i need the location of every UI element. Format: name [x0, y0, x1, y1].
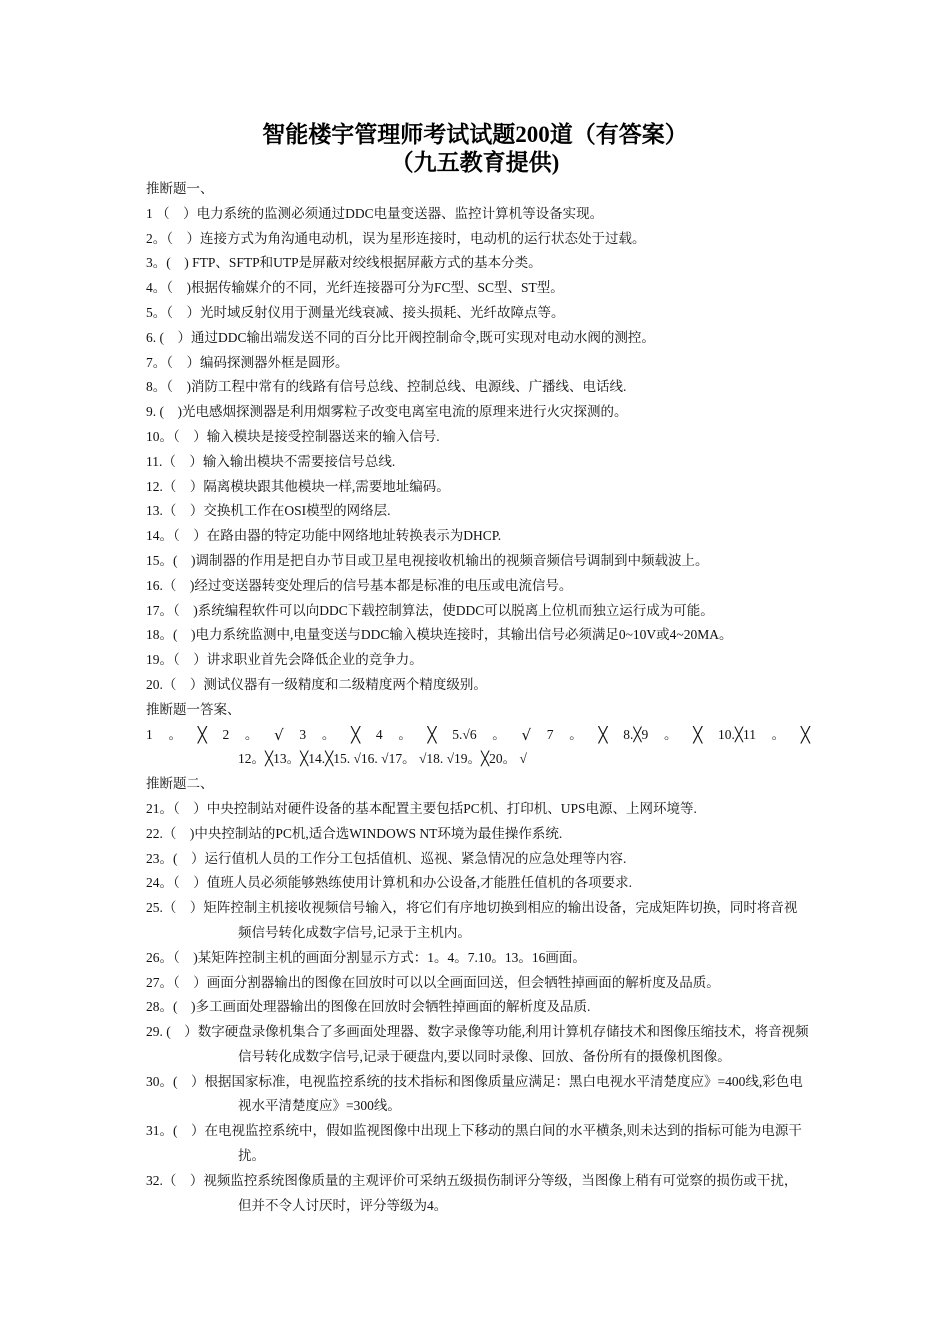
question-item: 22.（ )中央控制站的PC机,适合选WINDOWS NT环境为最佳操作系统.: [146, 825, 563, 841]
page-subtitle: （九五教育提供): [390, 150, 560, 175]
question-item: 28。( )多工画面处理器输出的图像在回放时会牺牲掉画面的解析度及品质.: [146, 999, 591, 1015]
answer-token: ╳: [693, 725, 703, 744]
answer-token: 1: [146, 726, 153, 742]
question-item: 6. ( ）通过DDC输出端发送不同的百分比开阀控制命令,既可实现对电动水阀的测控。: [146, 329, 655, 345]
question-item: 5。（ ）光时域反射仪用于测量光线衰减、接头损耗、光纤故障点等。: [146, 304, 565, 320]
question-item: 1 （ ）电力系统的监测必须通过DDC电量变送器、监控计算机等设备实现。: [146, 205, 604, 221]
question-item: 3。( ) FTP、SFTP和UTP是屏蔽对绞线根据屏蔽方式的基本分类。: [146, 255, 542, 271]
question-item: 10。（ ）输入模块是接受控制器送来的输入信号.: [146, 428, 440, 444]
page-title: 智能楼宇管理师考试试题200道（有答案）: [262, 122, 688, 147]
answer-token: 7: [546, 726, 554, 742]
question-item: 12.（ ）隔离模块跟其他模块一样,需要地址编码。: [146, 478, 450, 494]
question-item: 16.（ )经过变送器转变处理后的信号基本都是标准的电压或电流信号。: [146, 577, 573, 593]
question-item: 18。( )电力系统监测中,电量变送与DDC输入模块连接时，其输出信号必须满足0~10V或4~20MA。: [146, 627, 733, 643]
answer-token: ╳: [800, 725, 810, 744]
answer-token: √: [274, 725, 284, 744]
question-item: 13.（ ）交换机工作在OSI模型的网络层.: [146, 503, 391, 519]
question-item: 8。（ )消防工程中常有的线路有信号总线、控制总线、电源线、广播线、电话线.: [146, 379, 627, 395]
answer-token: 2: [222, 726, 230, 742]
answer-token: 。: [244, 726, 259, 742]
question-item: 2。（ ）连接方式为角沟通电动机，误为星形连接时，电动机的运行状态处于过载。: [146, 230, 646, 246]
answer-token: √: [521, 725, 532, 744]
answer-token: 3: [299, 726, 307, 742]
question-item: 26。（ )某矩阵控制主机的画面分割显示方式：1。4。7.10。13。16画面。: [146, 949, 586, 965]
question-item: 23。( ）运行值机人员的工作分工包括值机、巡视、紧急情况的应急处理等内容.: [146, 850, 627, 866]
question-item: 19。（ ）讲求职业首先会降低企业的竞争力。: [146, 652, 423, 668]
answer-token: 。: [398, 726, 412, 742]
question-item: 30。( ）根据国家标准，电视监控系统的技术指标和图像质量应满足：黑白电视水平清楚度应》=400线,彩色电视水平清楚度应》=300线。: [146, 1073, 803, 1114]
question-item: 4。（ )根据传输媒介的不同，光纤连接器可分为FC型、SC型、ST型。: [146, 280, 564, 296]
answer-row: [146, 723, 810, 748]
question-item: 11.（ ）输入输出模块不需要接信号总线.: [146, 453, 396, 469]
answer-token: 8.╳9: [623, 726, 649, 742]
answer-token: 10.╳11: [717, 726, 756, 742]
answer-token: 。: [771, 726, 786, 742]
answer-token: 。: [663, 726, 678, 742]
answer-token: 。: [168, 726, 182, 742]
answer-token: 。: [492, 726, 506, 742]
answer-token: ╳: [197, 725, 207, 744]
section-heading: 推断题一、: [146, 181, 214, 196]
question-item: 15。( )调制器的作用是把自办节目或卫星电视接收机输出的视频音频信号调制到中频载波上。: [146, 552, 709, 568]
question-item: 21。（ ）中央控制站对硬件设备的基本配置主要包括PC机、打印机、UPS电源、上网环境等.: [146, 800, 697, 816]
answer-token: ╳: [598, 725, 608, 744]
document-body: [146, 177, 810, 1218]
answer-token: ╳: [351, 725, 361, 744]
answer-token: 5.√6: [452, 726, 477, 742]
section-heading: 推断题二、: [146, 776, 214, 792]
answer-token: 。: [321, 726, 336, 742]
question-list: [146, 202, 810, 698]
question-item: 27。（ ）画面分割器输出的图像在回放时可以以全画面回送，但会牺牲掉画面的解析度及品质。: [146, 974, 720, 990]
answer-token: ╳: [427, 725, 437, 744]
question-item: 7。（ ）编码探测器外框是圆形。: [146, 354, 349, 370]
question-item: 25.（ ）矩阵控制主机接收视频信号输入，将它们有序地切换到相应的输出设备，完成矩阵切换，同时将音视频信号转化成数字信号,记录于主机内。: [146, 900, 798, 940]
question-item: 32.（ ）视频监控系统图像质量的主观评价可采纳五级损伤制评分等级，当图像上稍有可觉察的损伤或干扰，但并不令人讨厌时，评分等级为4。: [146, 1172, 798, 1213]
section-heading: 推断题一答案、: [146, 701, 241, 717]
question-item: 29. ( ）数字硬盘录像机集合了多画面处理器、数字录像等功能,利用计算机存储技术和图像压缩技术，将音视频信号转化成数字信号,记录于硬盘内,要以同时录像、回放、备份所有的摄像机图像。: [146, 1024, 809, 1064]
answer-row: 12。╳13。╳14.╳15. √16. √17。 √18. √19。╳20。 √: [238, 751, 527, 767]
question-item: 9. ( )光电感烟探测器是利用烟雾粒子改变电离室电流的原理来进行火灾探测的。: [146, 404, 628, 420]
question-item: 17。（ )系统编程软件可以向DDC下载控制算法，使DDC可以脱离上位机而独立运行成为可能。: [146, 602, 714, 618]
question-item: 20.（ ）测试仪器有一级精度和二级精度两个精度级别。: [146, 676, 487, 692]
question-list: [146, 797, 810, 1219]
question-item: 31。( ）在电视监控系统中，假如监视图像中出现上下移动的黑白间的水平横条,则未达到的指标可能为电源干扰。: [146, 1123, 802, 1164]
question-item: 14。（ ）在路由器的特定功能中网络地址转换表示为DHCP.: [146, 528, 502, 544]
question-item: 24。（ ）值班人员必须能够熟练使用计算机和办公设备,才能胜任值机的各项要求.: [146, 875, 632, 891]
answer-token: 。: [569, 726, 583, 742]
answer-token: 4: [375, 726, 383, 742]
